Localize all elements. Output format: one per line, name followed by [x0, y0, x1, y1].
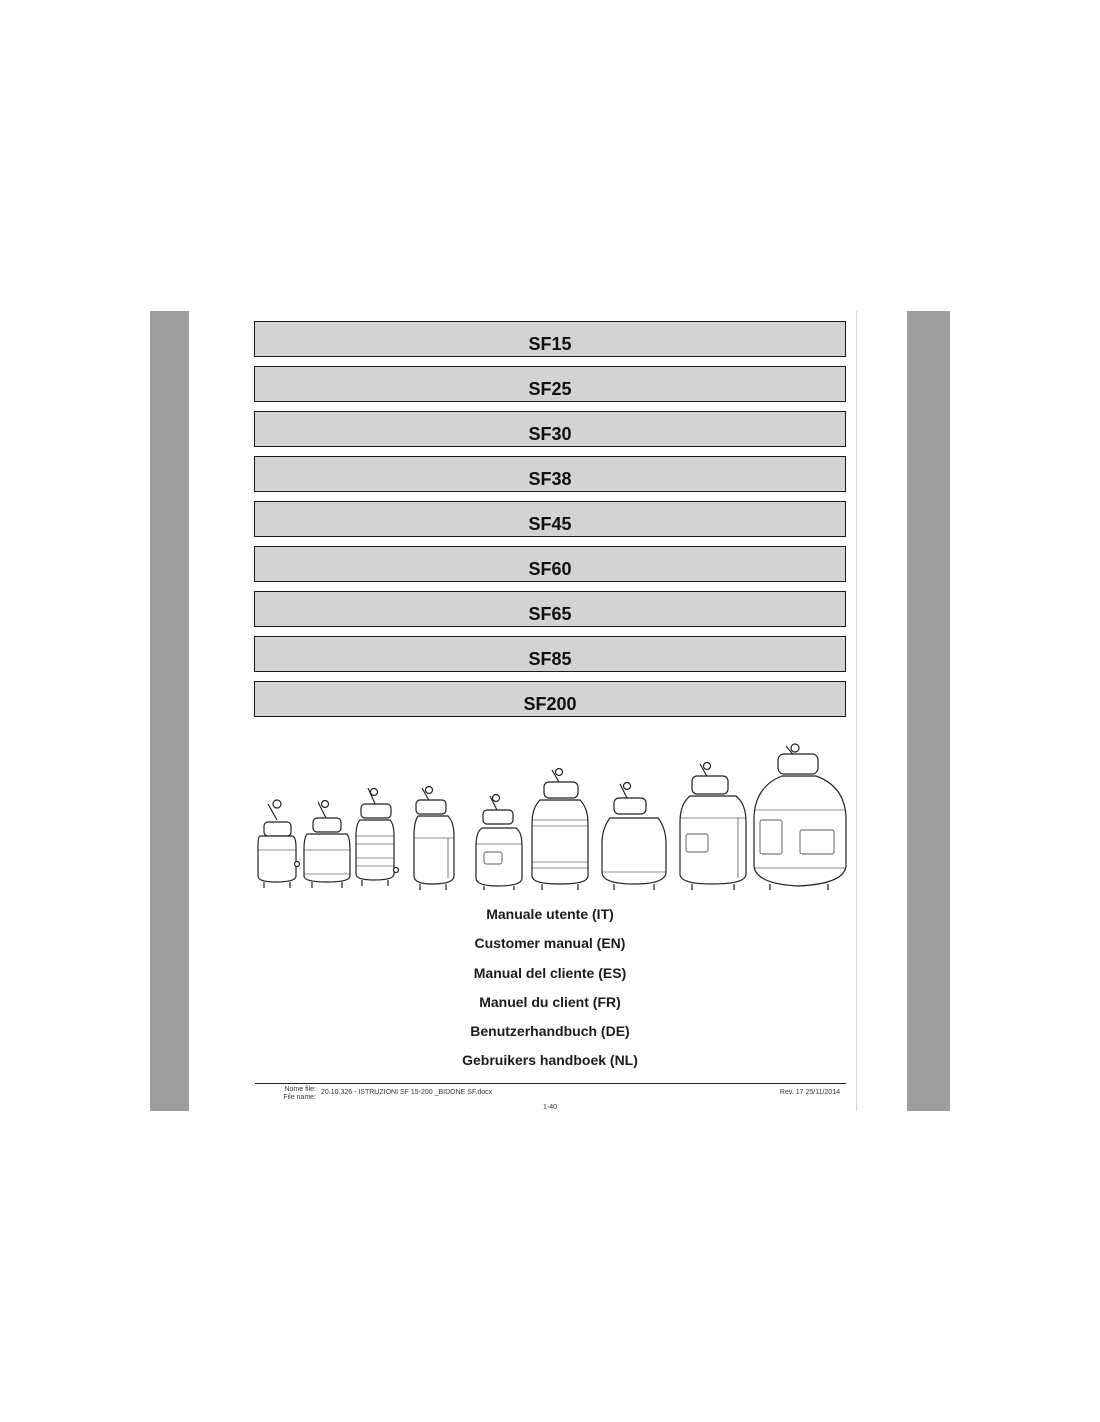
model-box-sf60: SF60: [254, 546, 846, 582]
manual-es: Manual del cliente (ES): [473, 964, 627, 981]
model-list: [254, 321, 846, 717]
model-box-sf38: SF38: [254, 456, 846, 492]
footer-labels: [262, 1086, 316, 1101]
manual-language-list: [350, 903, 750, 1079]
model-box-sf65: SF65: [254, 591, 846, 627]
tank-sf85-icon: [680, 763, 746, 891]
tank-sf25-icon: [304, 801, 350, 889]
tank-sf45-icon: [476, 795, 522, 891]
right-page-margin: [907, 311, 950, 1111]
model-box-sf45: SF45: [254, 501, 846, 537]
tank-sf15-icon: [258, 800, 300, 888]
footer-divider: [255, 1083, 846, 1084]
sand-filter-tanks-icon: [250, 738, 850, 890]
page-edge-line: [856, 311, 857, 1111]
footer-filename: 20.10.326 - ISTRUZIONI SF 15-200 _BIDONE SF.docx: [321, 1089, 493, 1096]
footer-page-number: 1-40: [542, 1104, 557, 1111]
model-box-sf15: SF15: [254, 321, 846, 357]
footer-revision: Rev. 17 25/11/2014: [779, 1089, 840, 1096]
footer-label-en: File name:: [283, 1093, 316, 1101]
left-page-margin: [150, 311, 189, 1111]
model-box-sf85: SF85: [254, 636, 846, 672]
model-box-sf25: SF25: [254, 366, 846, 402]
model-box-sf30: SF30: [254, 411, 846, 447]
manual-it: Manuale utente (IT): [486, 906, 614, 922]
footer-label-it: Nome file:: [284, 1086, 316, 1093]
manual-de: Benutzerhandbuch (DE): [470, 1023, 630, 1040]
manual-nl: Gebruikers handboek (NL): [462, 1052, 638, 1069]
tank-sf38-icon: [414, 787, 454, 891]
manual-en: Customer manual (EN): [474, 935, 626, 952]
model-box-sf200: SF200: [254, 681, 846, 717]
manual-fr: Manuel du client (FR): [479, 993, 621, 1010]
tank-sf60-icon: [532, 769, 588, 891]
tank-sf30-icon: [356, 788, 399, 886]
tank-sf200-icon: [754, 744, 846, 890]
tank-sf65-icon: [602, 783, 666, 891]
